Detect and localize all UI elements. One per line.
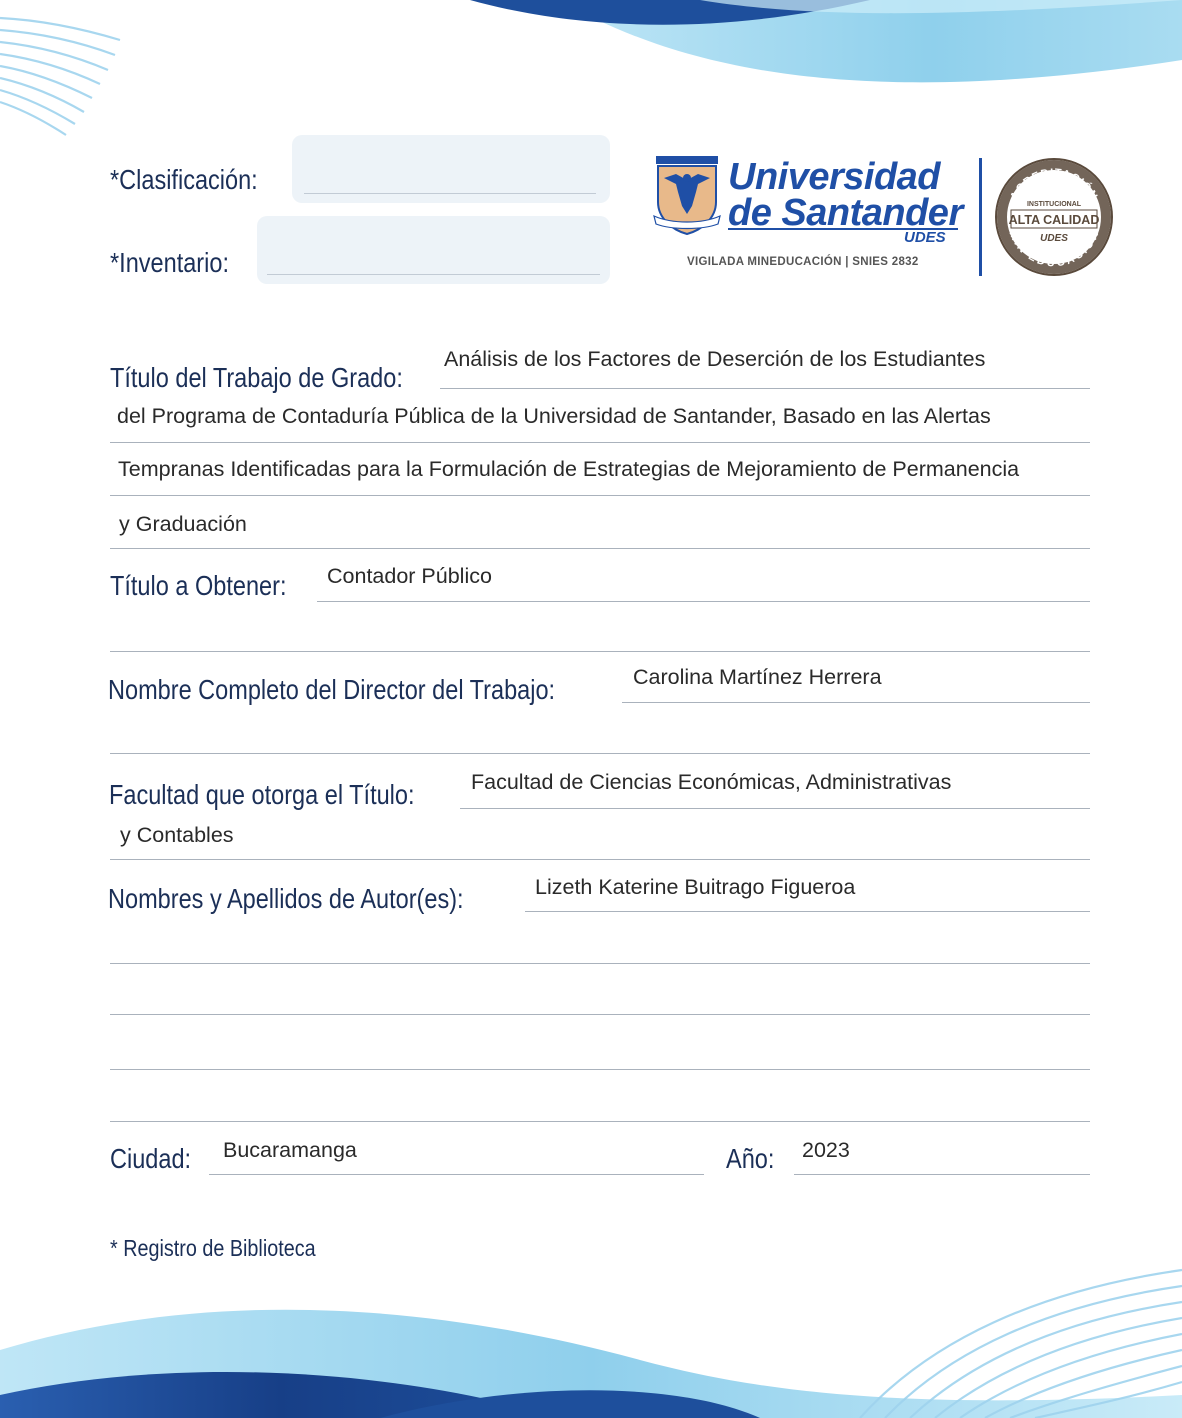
seal-main-text: ALTA CALIDAD bbox=[1008, 213, 1100, 227]
university-logo bbox=[640, 140, 1120, 290]
authors-underline-3 bbox=[110, 1014, 1090, 1015]
authors-underline-2 bbox=[110, 963, 1090, 964]
faculty-line-1: Facultad de Ciencias Económicas, Administrativas bbox=[471, 770, 952, 794]
faculty-line-2: y Contables bbox=[120, 823, 234, 847]
university-shield-icon bbox=[652, 154, 722, 236]
authors-value: Lizeth Katerine Buitrago Figueroa bbox=[535, 875, 856, 899]
thesis-title-underline-4 bbox=[110, 548, 1090, 549]
university-acronym: UDES bbox=[904, 229, 946, 246]
inventory-field-underline bbox=[267, 274, 600, 275]
thesis-title-label: Título del Trabajo de Grado: bbox=[110, 362, 403, 393]
seal-ring-top: ACREDITACIÓN bbox=[1008, 166, 1100, 203]
authors-label: Nombres y Apellidos de Autor(es): bbox=[108, 883, 464, 914]
thesis-title-line-4: y Graduación bbox=[119, 512, 247, 536]
high-quality-seal-icon bbox=[993, 156, 1115, 278]
year-label: Año: bbox=[726, 1143, 775, 1174]
seal-small-text: INSTITUCIONAL bbox=[1026, 201, 1082, 208]
city-value: Bucaramanga bbox=[223, 1138, 357, 1162]
faculty-underline-1 bbox=[460, 808, 1090, 809]
accreditation-tagline: VIGILADA MINEDUCACIÓN | SNIES 2832 bbox=[687, 256, 919, 268]
seal-ring-bottom: MIN EDUCACIÓN bbox=[1006, 229, 1102, 270]
city-label: Ciudad: bbox=[110, 1143, 192, 1174]
faculty-label: Facultad que otorga el Título: bbox=[109, 779, 415, 810]
authors-underline-1 bbox=[525, 911, 1090, 912]
library-registry-note: * Registro de Biblioteca bbox=[110, 1235, 316, 1261]
classification-field-underline bbox=[304, 193, 596, 194]
seal-acronym: UDES bbox=[1040, 233, 1068, 244]
authors-underline-5 bbox=[110, 1121, 1090, 1122]
director-underline bbox=[622, 702, 1090, 703]
logo-separator bbox=[979, 158, 982, 276]
university-name-line2: de Santander bbox=[728, 192, 963, 234]
university-name-line1: Universidad bbox=[728, 156, 941, 198]
thesis-title-line-3: Tempranas Identificadas para la Formulación de Estrategias de Mejoramiento de Permanencia bbox=[118, 457, 1020, 481]
degree-value: Contador Público bbox=[327, 564, 492, 588]
classification-label: *Clasificación: bbox=[110, 164, 258, 195]
thesis-title-underline-2 bbox=[110, 442, 1090, 443]
city-underline bbox=[209, 1174, 704, 1175]
classification-field[interactable] bbox=[292, 135, 610, 203]
thesis-title-line-1: Análisis de los Factores de Deserción de los Estudiantes bbox=[444, 347, 986, 371]
inventory-field[interactable] bbox=[257, 216, 610, 284]
faculty-underline-2 bbox=[110, 859, 1090, 860]
director-value: Carolina Martínez Herrera bbox=[633, 665, 882, 689]
authors-underline-4 bbox=[110, 1069, 1090, 1070]
year-underline bbox=[794, 1174, 1090, 1175]
director-label: Nombre Completo del Director del Trabajo: bbox=[108, 674, 556, 705]
year-value: 2023 bbox=[802, 1138, 850, 1162]
inventory-label: *Inventario: bbox=[110, 247, 229, 278]
degree-underline bbox=[317, 601, 1090, 602]
degree-label: Título a Obtener: bbox=[110, 570, 287, 601]
thesis-title-underline-3 bbox=[110, 495, 1090, 496]
thesis-title-underline-1 bbox=[440, 388, 1090, 389]
thesis-title-line-2: del Programa de Contaduría Pública de la Universidad de Santander, Basado en las Alertas bbox=[117, 404, 991, 428]
degree-underline-extra bbox=[110, 651, 1090, 652]
director-underline-extra bbox=[110, 753, 1090, 754]
